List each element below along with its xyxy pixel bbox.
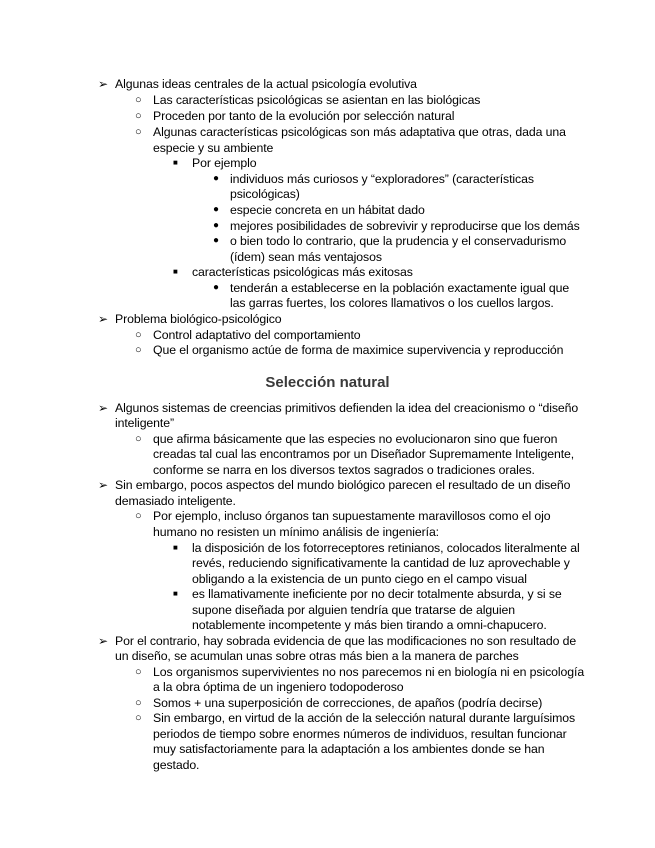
text-line: individuos más curiosos y “exploradores” (características: [230, 172, 534, 186]
bullet-circle-icon: ○: [135, 433, 142, 445]
bullet-arrow-icon: ➢: [98, 478, 109, 492]
text-line: gestado.: [153, 758, 200, 772]
text-line: a la obra óptima de un ingeniero todopoderoso: [153, 680, 404, 694]
text-line: características psicológicas más exitosas: [192, 265, 413, 279]
text-line: psicológicas): [230, 187, 300, 201]
bullet-circle-icon: ○: [135, 110, 142, 122]
text-line: Por ejemplo, incluso órganos tan supuestamente maravillosos como el ojo: [153, 509, 551, 523]
bullet-square-icon: ■: [173, 267, 178, 276]
section-heading: Selección natural: [265, 374, 390, 391]
bullet-circle-icon: ○: [135, 94, 142, 106]
text-line: Algunas ideas centrales de la actual psicología evolutiva: [115, 77, 417, 91]
text-line: Que el organismo actúe de forma de maximice supervivencia y reproducción: [153, 343, 564, 357]
text-line: Sin embargo, pocos aspectos del mundo biológico parecen el resultado de un diseño: [115, 478, 571, 492]
text-line: notablemente incompetente y más bien tirando a omni-chapucero.: [192, 618, 547, 632]
text-line: Las características psicológicas se asientan en las biológicas: [153, 93, 481, 107]
text-line: especie y su ambiente: [153, 141, 274, 155]
text-line: especie concreta en un hábitat dado: [230, 203, 425, 217]
text-line: un diseño, se acumulan unas sobre otras más bien a la manera de parches: [115, 649, 519, 663]
text-line: muy satisfactoriamente para la adaptación a los ambientes donde se han: [153, 742, 545, 756]
bullet-circle-icon: ○: [135, 344, 142, 356]
text-line: Por ejemplo: [192, 156, 257, 170]
text-line: conforme se narra en los diversos textos sagrados o tradiciones orales.: [153, 463, 535, 477]
text-line: Sin embargo, en virtud de la acción de la selección natural durante larguísimos: [153, 711, 576, 725]
text-line: que afirma básicamente que las especies no evolucionaron sino que fueron: [153, 432, 558, 446]
bullet-arrow-icon: ➢: [98, 77, 109, 91]
text-line: demasiado inteligente.: [115, 494, 236, 508]
text-line: revés, reduciendo significativamente la cantidad de luz aprovechable y: [192, 556, 570, 570]
text-line: Problema biológico-psicológico: [115, 312, 282, 326]
bullet-square-icon: ■: [173, 158, 178, 167]
text-line: es llamativamente ineficiente por no decir totalmente absurda, y si se: [192, 587, 562, 601]
bullet-disc-icon: ●: [213, 235, 220, 246]
bullet-circle-icon: ○: [135, 510, 142, 522]
text-line: Algunos sistemas de creencias primitivos defienden la idea del creacionismo o “diseño: [115, 401, 579, 415]
bullet-arrow-icon: ➢: [98, 312, 109, 326]
bullet-disc-icon: ●: [213, 173, 220, 184]
text-line: Somos + una superposición de correcciones, de apaños (podría decirse): [153, 696, 543, 710]
text-line: (ídem) sean más ventajosos: [230, 250, 382, 264]
bullet-circle-icon: ○: [135, 126, 142, 138]
bullet-arrow-icon: ➢: [98, 634, 109, 648]
text-line: obligando a la existencia de un punto ciego en el campo visual: [192, 572, 527, 586]
text-line: mejores posibilidades de sobrevivir y reproducirse que los demás: [230, 219, 580, 233]
bullet-circle-icon: ○: [135, 712, 142, 724]
text-line: humano no resisten un mínimo análisis de ingeniería:: [153, 525, 439, 539]
bullet-disc-icon: ●: [213, 220, 220, 231]
bullet-circle-icon: ○: [135, 666, 142, 678]
text-line: creadas tal cual las encontramos por un Diseñador Supremamente Inteligente,: [153, 447, 575, 461]
bullet-square-icon: ■: [173, 589, 178, 598]
text-line: o bien todo lo contrario, que la prudencia y el conservadurismo: [230, 234, 567, 248]
bullet-circle-icon: ○: [135, 329, 142, 341]
bullet-circle-icon: ○: [135, 697, 142, 709]
text-line: Por el contrario, hay sobrada evidencia de que las modificaciones no son resultado de: [115, 634, 577, 648]
text-line: periodos de tiempo sobre enormes números de individuos, resultan funcionar: [153, 727, 567, 741]
text-line: supone diseñada por alguien tendría que tratarse de alguien: [192, 603, 515, 617]
text-line: Algunas características psicológicas son más adaptativa que otras, dada una: [153, 125, 566, 139]
text-line: la disposición de los fotorreceptores retinianos, colocados literalmente al: [192, 541, 580, 555]
bullet-square-icon: ■: [173, 543, 178, 552]
text-line: Proceden por tanto de la evolución por selección natural: [153, 109, 455, 123]
text-line: Control adaptativo del comportamiento: [153, 328, 361, 342]
text-line: las garras fuertes, los colores llamativos o los cuellos largos.: [230, 296, 554, 310]
bullet-arrow-icon: ➢: [98, 401, 109, 415]
bullet-disc-icon: ●: [213, 204, 220, 215]
bullet-disc-icon: ●: [213, 282, 220, 293]
text-line: Los organismos supervivientes no nos parecemos ni en biología ni en psicología: [153, 665, 585, 679]
text-line: inteligente”: [115, 416, 174, 430]
text-line: tenderán a establecerse en la población exactamente igual que: [230, 281, 570, 295]
